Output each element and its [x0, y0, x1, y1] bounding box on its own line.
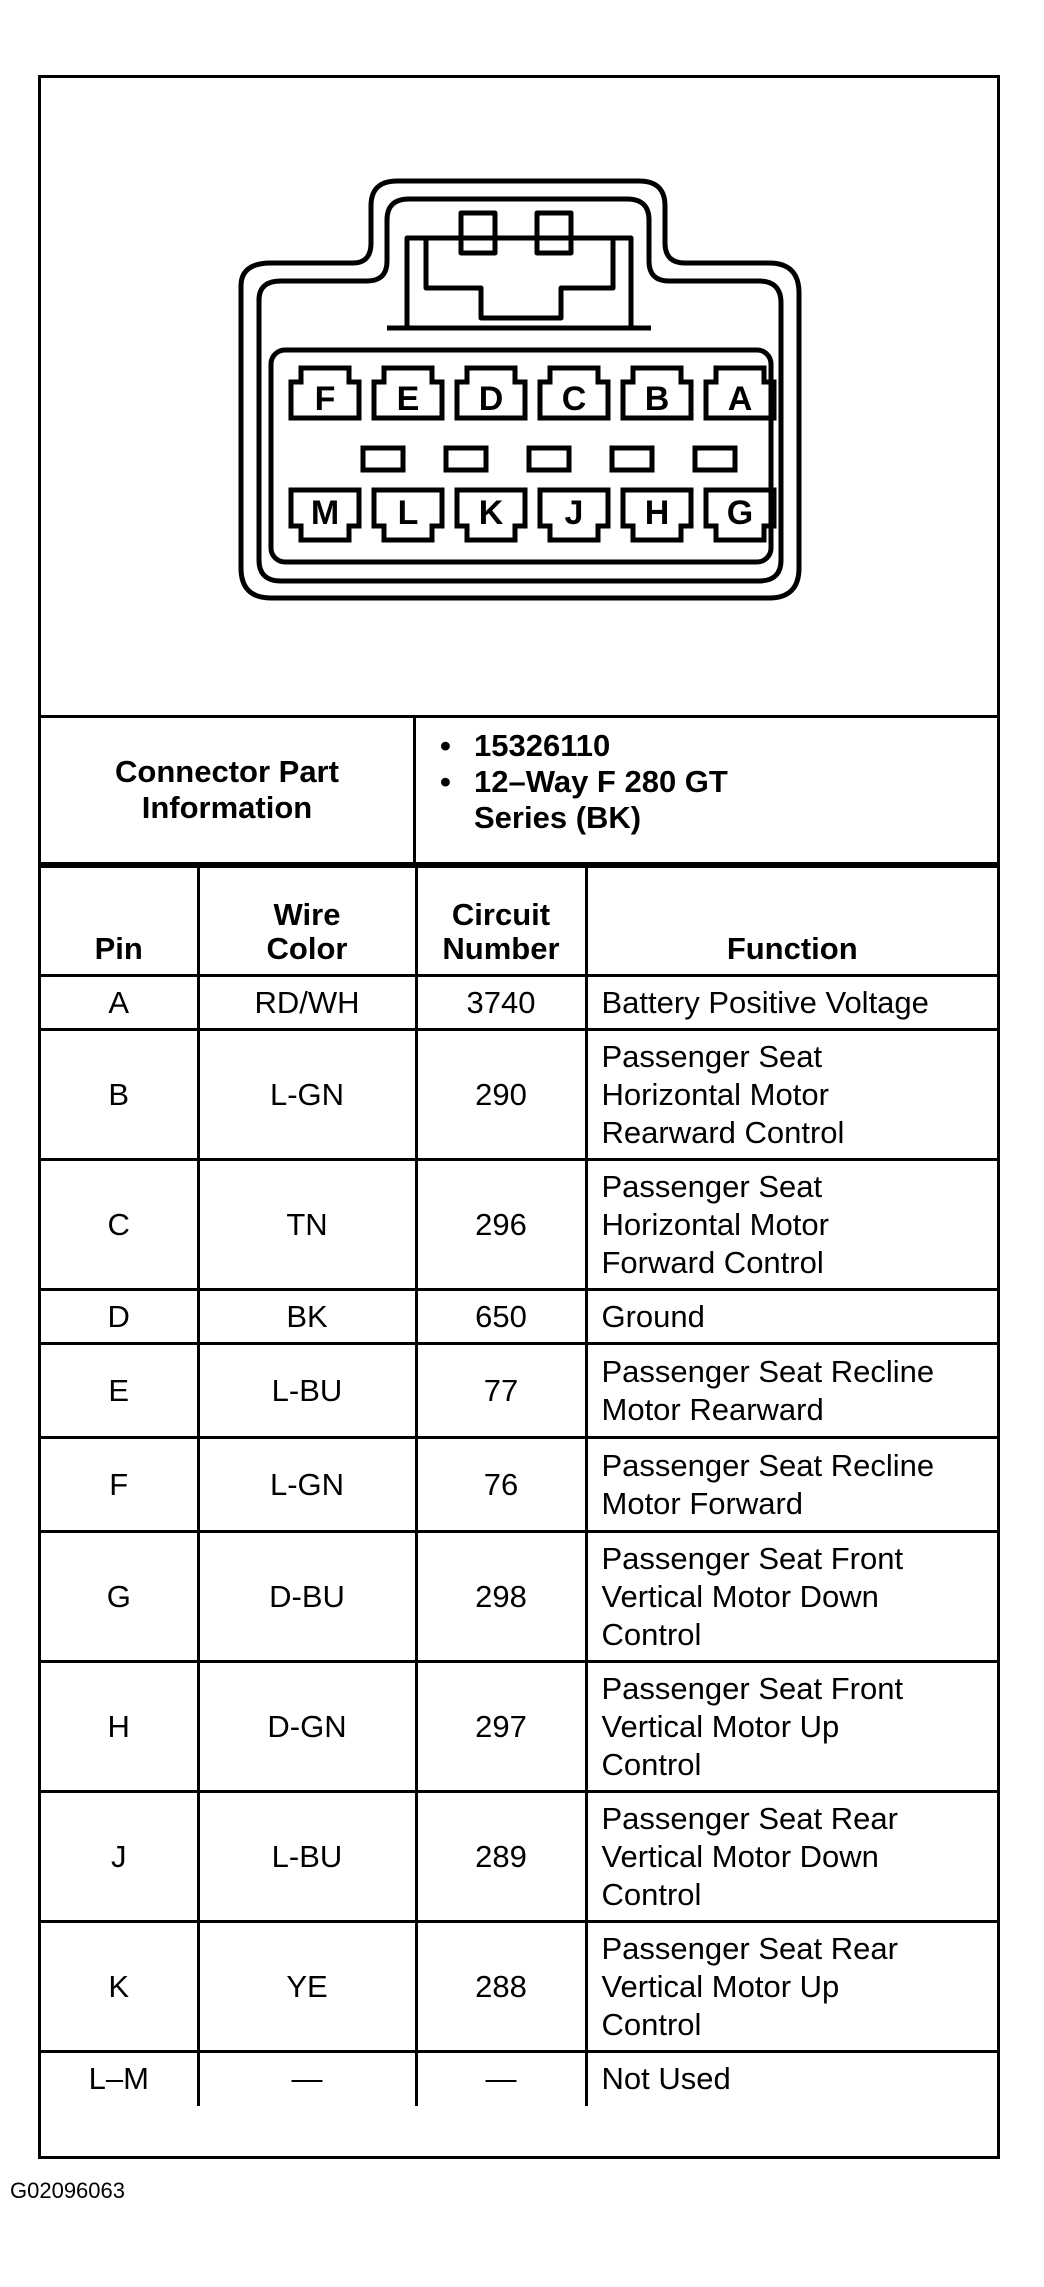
pin-letter: M: [310, 494, 340, 532]
pin-letter: K: [478, 494, 504, 532]
function-cell: Ground: [586, 1290, 997, 1344]
pin-cell: B: [41, 1030, 198, 1160]
latch-slot-left: [461, 213, 495, 253]
table-row: [41, 1290, 997, 1344]
table-row: [41, 1662, 997, 1792]
part-info-label: Connector Part Information: [41, 718, 416, 862]
function-cell: Passenger Seat Rear Vertical Motor Up Control: [586, 1922, 997, 2052]
circuit-number-cell: 289: [416, 1792, 586, 1922]
cavity-keys: [363, 448, 735, 470]
wire-color-cell: BK: [198, 1290, 416, 1344]
key-slot: [695, 448, 735, 470]
pin-cell: L–M: [41, 2052, 198, 2106]
part-number-item: [440, 728, 997, 764]
wire-color-cell: RD/WH: [198, 976, 416, 1030]
pin-letter: G: [726, 494, 754, 532]
wire-color-cell: L-BU: [198, 1344, 416, 1438]
wire-color-cell: L-GN: [198, 1438, 416, 1532]
connector-face-svg: [41, 78, 997, 715]
key-slot: [363, 448, 403, 470]
circuit-number-cell: 3740: [416, 976, 586, 1030]
pin-function-table: [41, 865, 997, 2106]
pin-cell: A: [41, 976, 198, 1030]
pin-letter: C: [561, 380, 587, 418]
pin-cell: K: [41, 1922, 198, 2052]
part-number: 15326110: [474, 728, 611, 763]
top-row-pins: [291, 368, 774, 418]
pin-rows: [41, 976, 997, 2106]
pin-cell: H: [41, 1662, 198, 1792]
pin-letter: E: [396, 380, 420, 418]
header-pin: Pin: [41, 867, 198, 976]
key-slot: [446, 448, 486, 470]
table-row: [41, 1438, 997, 1532]
pin-letter: F: [314, 380, 336, 418]
connector-face-diagram: [41, 78, 997, 715]
function-cell: Passenger Seat Recline Motor Forward: [586, 1438, 997, 1532]
pin-letter: A: [727, 380, 753, 418]
connector-pinout-frame: [38, 75, 1000, 2159]
circuit-number-cell: 297: [416, 1662, 586, 1792]
connector-series-item: [440, 764, 997, 836]
table-row: [41, 1792, 997, 1922]
function-cell: Battery Positive Voltage: [586, 976, 997, 1030]
pin-cell: C: [41, 1160, 198, 1290]
wire-color-cell: TN: [198, 1160, 416, 1290]
pin-letter: L: [397, 494, 419, 532]
part-info-list: [416, 718, 997, 862]
circuit-number-cell: 77: [416, 1344, 586, 1438]
circuit-number-cell: 76: [416, 1438, 586, 1532]
table-row: [41, 1344, 997, 1438]
latch-outline: [407, 238, 631, 328]
table-row: [41, 1030, 997, 1160]
wire-color-cell: L-GN: [198, 1030, 416, 1160]
connector-part-info: [41, 715, 997, 865]
table-row: [41, 1160, 997, 1290]
latch-tab: [426, 238, 613, 318]
wire-color-cell: D-BU: [198, 1532, 416, 1662]
header-function: Function: [586, 867, 997, 976]
function-cell: Passenger Seat Rear Vertical Motor Down Control: [586, 1792, 997, 1922]
bottom-row-pins: [291, 490, 774, 540]
wire-color-cell: YE: [198, 1922, 416, 2052]
circuit-number-cell: 288: [416, 1922, 586, 2052]
function-cell: Passenger Seat Front Vertical Motor Up Control: [586, 1662, 997, 1792]
pin-letter: J: [564, 494, 584, 532]
pin-cell: J: [41, 1792, 198, 1922]
table-header-row: [41, 867, 997, 976]
table-row: [41, 1532, 997, 1662]
figure-id: G02096063: [10, 2178, 125, 2203]
circuit-number-cell: 298: [416, 1532, 586, 1662]
function-cell: Passenger Seat Front Vertical Motor Down Control: [586, 1532, 997, 1662]
table-row: [41, 1922, 997, 2052]
key-slot: [529, 448, 569, 470]
bullet: •: [440, 728, 451, 763]
pin-letter: B: [644, 380, 670, 418]
pin-cell: D: [41, 1290, 198, 1344]
pin-cell: G: [41, 1532, 198, 1662]
pin-cell: E: [41, 1344, 198, 1438]
header-wire-color: Wire Color: [198, 867, 416, 976]
circuit-number-cell: 290: [416, 1030, 586, 1160]
circuit-number-cell: —: [416, 2052, 586, 2106]
latch-slot-right: [537, 213, 571, 253]
table-row: [41, 2052, 997, 2106]
function-cell: Passenger Seat Recline Motor Rearward: [586, 1344, 997, 1438]
circuit-number-cell: 650: [416, 1290, 586, 1344]
function-cell: Passenger Seat Horizontal Motor Forward Control: [586, 1160, 997, 1290]
connector-series: 12–Way F 280 GT Series (BK): [474, 764, 728, 835]
pin-letter: D: [478, 380, 504, 418]
pin-letter: H: [644, 494, 670, 532]
function-cell: Not Used: [586, 2052, 997, 2106]
wire-color-cell: —: [198, 2052, 416, 2106]
key-slot: [612, 448, 652, 470]
bullet: •: [440, 764, 451, 799]
table-row: [41, 976, 997, 1030]
function-cell: Passenger Seat Horizontal Motor Rearward Control: [586, 1030, 997, 1160]
pin-cell: F: [41, 1438, 198, 1532]
circuit-number-cell: 296: [416, 1160, 586, 1290]
wire-color-cell: D-GN: [198, 1662, 416, 1792]
wire-color-cell: L-BU: [198, 1792, 416, 1922]
header-circuit-number: Circuit Number: [416, 867, 586, 976]
